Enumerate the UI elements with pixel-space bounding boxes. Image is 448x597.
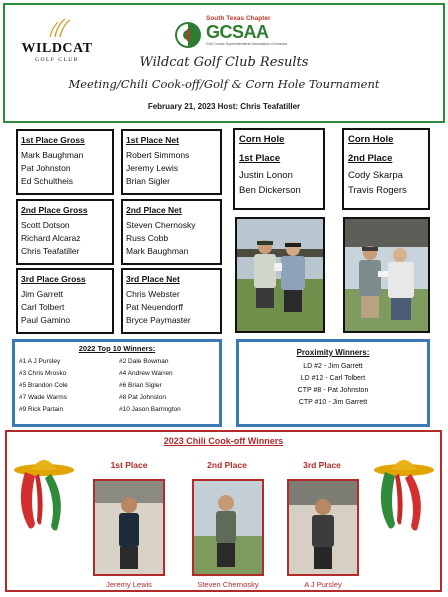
event-date-host: February 21, 2023 Host: Chris Teafatiller: [147, 102, 301, 111]
chili-place-label: 3rd Place: [303, 460, 341, 470]
corn-hole-second-photo: [343, 217, 430, 333]
gcsaa-subtitle: Golf Course Superintendents Association of America: [206, 42, 288, 46]
top10-item: #4 Andrew Warren: [119, 370, 173, 377]
top10-item: #5 Brandon Cole: [19, 382, 68, 389]
winners-photo-image: [345, 219, 428, 331]
box-title: 3rd Place Gross: [21, 274, 86, 284]
winner-name: Chris Teafatiller: [21, 246, 80, 256]
top10-winners-box: [12, 339, 222, 427]
page-title: Wildcat Golf Club Results: [139, 55, 309, 70]
top10-item: #1 A J Pursley: [19, 358, 61, 365]
box-title: 3rd Place Net: [126, 274, 180, 284]
wildcat-name: WILDCAT: [21, 41, 93, 56]
chili-cookoff-section: [5, 430, 442, 592]
winner-name: Cody Skarpa: [348, 170, 403, 181]
winner-name: Richard Alcaraz: [21, 233, 81, 243]
corn-hole-first-photo: [235, 217, 325, 333]
winner-name: Robert Simmons: [126, 150, 190, 160]
proximity-item: LD #12 - Carl Tolbert: [300, 375, 366, 382]
winner-name: Bryce Paymaster: [126, 315, 191, 325]
chili-title: 2023 Chili Cook-off Winners: [163, 436, 284, 446]
box-title: Corn Hole: [239, 134, 285, 145]
winner-name: Jim Garrett: [21, 289, 64, 299]
winner-name: Carl Tolbert: [21, 302, 65, 312]
winner-name: Scott Dotson: [21, 220, 70, 230]
winner-photo-image: [289, 481, 357, 574]
gcsaa-name: GCSAA: [206, 22, 269, 42]
proximity-winners-box: [236, 339, 430, 427]
gcsaa-logo: [173, 15, 293, 55]
chili-place-label: 1st Place: [110, 460, 148, 470]
chili-winner-name: Jeremy Lewis: [106, 580, 152, 589]
top10-item: #6 Brian Sigler: [119, 382, 162, 389]
chili-winner-photo: [192, 479, 264, 576]
top10-item: #9 Rick Partain: [19, 406, 64, 413]
box-title: 1st Place Gross: [21, 135, 85, 145]
header-banner: [3, 3, 445, 123]
gcsaa-chapter: South Texas Chapter: [206, 15, 271, 22]
winner-name: Steven Chernosky: [126, 220, 196, 230]
winners-photo-image: [237, 219, 323, 331]
proximity-item: CTP #10 - Jim Garrett: [298, 399, 368, 406]
winner-name: Mark Baughman: [126, 246, 189, 256]
top10-item: #3 Chris Mrosko: [19, 370, 67, 377]
chili-place-label: 2nd Place: [207, 460, 247, 470]
wildcat-subtitle: GOLF CLUB: [35, 57, 79, 63]
place-label: 1st Place: [239, 153, 281, 164]
winner-photo-image: [95, 481, 163, 574]
winner-name: Travis Rogers: [348, 185, 407, 196]
golf-flag-icon: [17, 17, 97, 41]
winner-name: Jeremy Lewis: [126, 163, 178, 173]
winner-name: Paul Gamino: [21, 315, 71, 325]
proximity-title: Proximity Winners:: [296, 348, 370, 357]
winner-name: Mark Baughman: [21, 150, 84, 160]
winner-name: Justin Lonon: [239, 170, 293, 181]
first-place-gross-box: [16, 129, 114, 195]
winner-name: Pat Neuendorff: [126, 302, 184, 312]
winner-photo-image: [194, 481, 262, 574]
second-place-gross-box: [16, 199, 114, 265]
chili-pepper-sombrero-icon: [11, 454, 77, 534]
corn-hole-first-box: [233, 128, 325, 210]
chili-pepper-sombrero-icon: [371, 454, 437, 534]
winner-name: Pat Johnston: [21, 163, 71, 173]
top10-title: 2022 Top 10 Winners:: [78, 344, 156, 353]
winner-name: Ed Schultheis: [21, 176, 73, 186]
top10-list: [19, 356, 215, 415]
box-title: Corn Hole: [348, 134, 394, 145]
page-subtitle: Meeting/Chili Cook-off/Golf & Corn Hole Tournament: [68, 77, 380, 91]
proximity-item: LD #2 - Jim Garrett: [303, 363, 363, 370]
second-place-net-box: [121, 199, 222, 265]
top10-item: #10 Jason Barrington: [119, 406, 181, 413]
proximity-item: CTP #8 - Pat Johnston: [297, 387, 369, 394]
top10-item: #8 Pat Johnston: [119, 394, 166, 401]
place-label: 2nd Place: [348, 153, 393, 164]
chili-winner-photo: [93, 479, 165, 576]
winner-name: Chris Webster: [126, 289, 180, 299]
gcsaa-emblem-icon: [173, 20, 203, 50]
winner-name: Brian Sigler: [126, 176, 170, 186]
winner-name: Russ Cobb: [126, 233, 169, 243]
top10-item: #7 Wade Warms: [19, 394, 67, 401]
box-title: 2nd Place Net: [126, 205, 182, 215]
third-place-net-box: [121, 268, 222, 334]
chili-winner-photo: [287, 479, 359, 576]
corn-hole-second-box: [342, 128, 430, 210]
first-place-net-box: [121, 129, 222, 195]
third-place-gross-box: [16, 268, 114, 334]
chili-winner-name: A J Pursley: [304, 580, 342, 589]
chili-winner-name: Steven Chernosky: [197, 580, 259, 589]
winner-name: Ben Dickerson: [239, 185, 301, 196]
box-title: 1st Place Net: [126, 135, 179, 145]
top10-item: #2 Dale Bowman: [119, 358, 169, 365]
box-title: 2nd Place Gross: [21, 205, 88, 215]
